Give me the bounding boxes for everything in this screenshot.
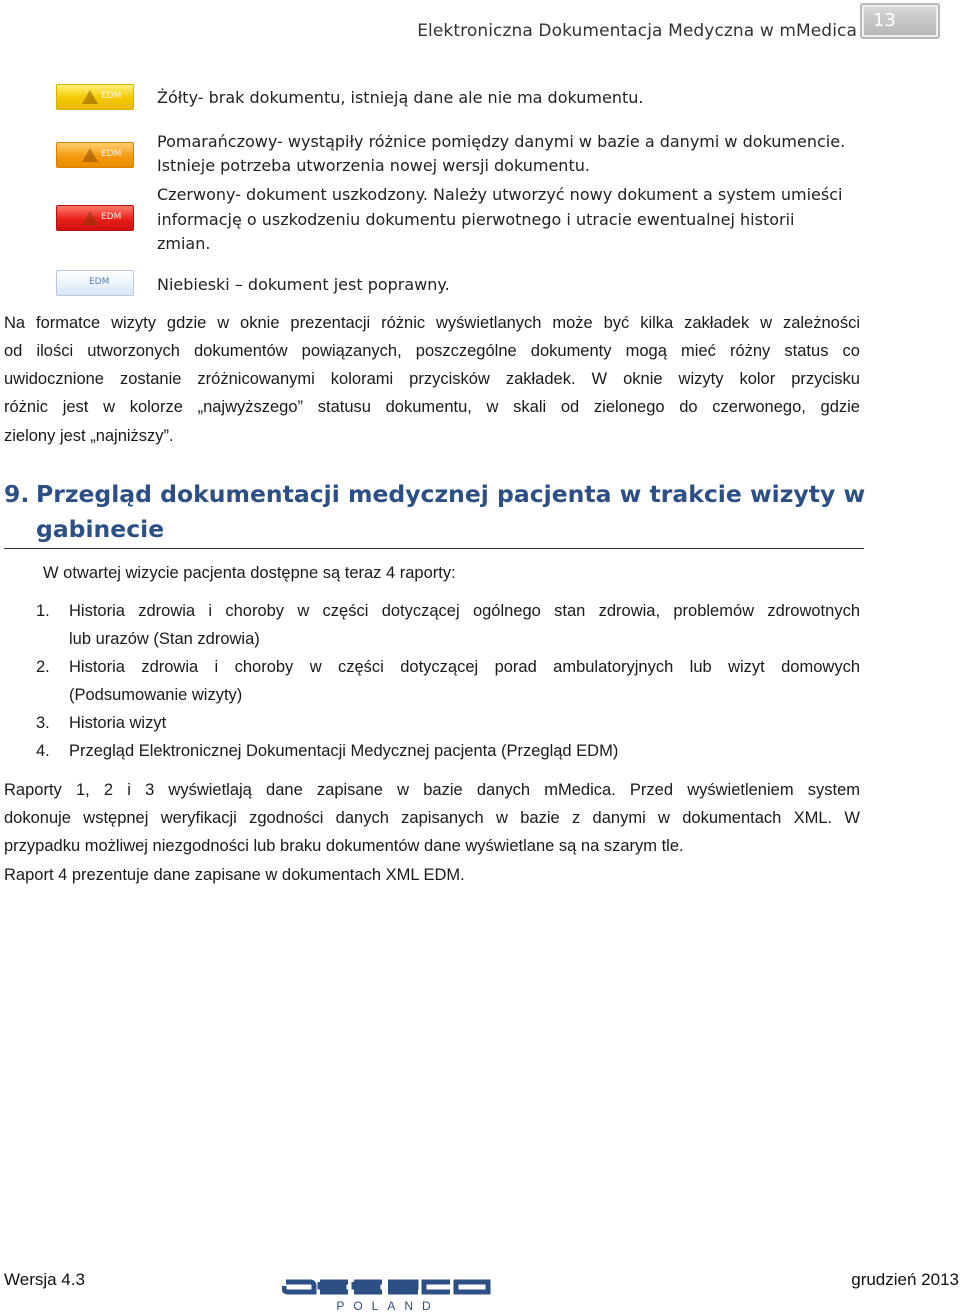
legend-blue-text: Niebieski – dokument jest poprawny.: [157, 275, 450, 294]
edm-button-label: EDM: [101, 212, 122, 222]
report-2-line-2: (Podsumowanie wizyty): [69, 686, 243, 704]
section-number: 9.: [4, 480, 30, 508]
paragraph-2-line-2: dokonuje wstępnej weryfikacji zgodności danych zapisanych w bazie z danymi w dokumentach XML. W: [4, 809, 860, 827]
warning-icon: [82, 211, 98, 225]
edm-button-label: EDM: [101, 149, 122, 159]
legend-orange-line-1: Pomarańczowy- wystąpiły różnice pomiędzy danymi w bazie a danymi w dokumencie.: [157, 132, 846, 151]
paragraph-2-line-4: Raport 4 prezentuje dane zapisane w dokumentach XML EDM.: [4, 866, 465, 884]
report-2-line-1: Historia zdrowia i choroby w części dotyczącej porad ambulatoryjnych lub wizyt domowych: [69, 658, 860, 676]
list-number: 4.: [36, 742, 50, 760]
legend-red-line-3: zmian.: [157, 234, 211, 253]
legend-red-line-2: informację o uszkodzeniu dokumentu pierwotnego i utracie ewentualnej historii: [157, 210, 795, 229]
section-underline: [4, 548, 864, 549]
reports-intro: W otwartej wizycie pacjenta dostępne są teraz 4 raporty:: [43, 564, 456, 582]
edm-button-label: EDM: [89, 277, 110, 287]
section-title-line-2: gabinecie: [36, 515, 165, 543]
paragraph-1-line-1: Na formatce wizyty gdzie w oknie prezentacji różnic wyświetlanych może być kilka zakładek w zależności: [4, 314, 860, 332]
edm-button-orange: [56, 142, 134, 168]
list-number: 1.: [36, 602, 50, 620]
legend-red-line-1: Czerwony- dokument uszkodzony. Należy utworzyć nowy dokument a system umieści: [157, 185, 843, 204]
report-3-line-1: Historia wizyt: [69, 714, 167, 732]
asseco-logo: [282, 1268, 494, 1312]
paragraph-1-line-3: uwidocznione zostanie zróżnicowanymi kolorami przycisków zakładek. W oknie wizyty kolor przycisku: [4, 370, 860, 388]
warning-icon: [82, 90, 98, 104]
paragraph-2-line-3: przypadku możliwej niezgodności lub braku dokumentów dane wyświetlane są na szarym tle.: [4, 837, 684, 855]
paragraph-1-line-2: od ilości utworzonych dokumentów powiązanych, poszczególne dokumenty mogą mieć różny status co: [4, 342, 860, 360]
page-number: 13: [873, 10, 896, 31]
logo-subtext: POLAND: [336, 1299, 440, 1312]
report-1-line-1: Historia zdrowia i choroby w części dotyczącej ogólnego stan zdrowia, problemów zdrowotnych: [69, 602, 860, 620]
list-number: 3.: [36, 714, 50, 732]
footer-version: Wersja 4.3: [4, 1270, 85, 1289]
edm-button-red: [56, 205, 134, 231]
paragraph-2-line-1: Raporty 1, 2 i 3 wyświetlają dane zapisane w bazie danych mMedica. Przed wyświetleniem system: [4, 781, 860, 799]
list-number: 2.: [36, 658, 50, 676]
edm-button-blue: [56, 270, 134, 296]
header-title: Elektroniczna Dokumentacja Medyczna w mMedica: [417, 21, 857, 41]
edm-button-yellow: [56, 84, 134, 110]
footer-date: grudzień 2013: [851, 1270, 959, 1289]
page-number-badge: [860, 3, 940, 39]
paragraph-1-line-5: zielony jest „najniższy”.: [4, 427, 174, 445]
paragraph-1-line-4: różnic jest w kolorze „najwyższego” statusu dokumentu, w skali od zielonego do czerwonego, gdzie: [4, 398, 860, 416]
legend-yellow-text: Żółty- brak dokumentu, istnieją dane ale nie ma dokumentu.: [157, 88, 644, 107]
section-title-line-1: Przegląd dokumentacji medycznej pacjenta w trakcie wizyty w: [36, 480, 866, 508]
warning-icon: [82, 148, 98, 162]
report-1-line-2: lub urazów (Stan zdrowia): [69, 630, 260, 648]
report-4-line-1: Przegląd Elektronicznej Dokumentacji Medycznej pacjenta (Przegląd EDM): [69, 742, 619, 760]
legend-orange-line-2: Istnieje potrzeba utworzenia nowej wersji dokumentu.: [157, 156, 590, 175]
edm-button-label: EDM: [101, 91, 122, 101]
